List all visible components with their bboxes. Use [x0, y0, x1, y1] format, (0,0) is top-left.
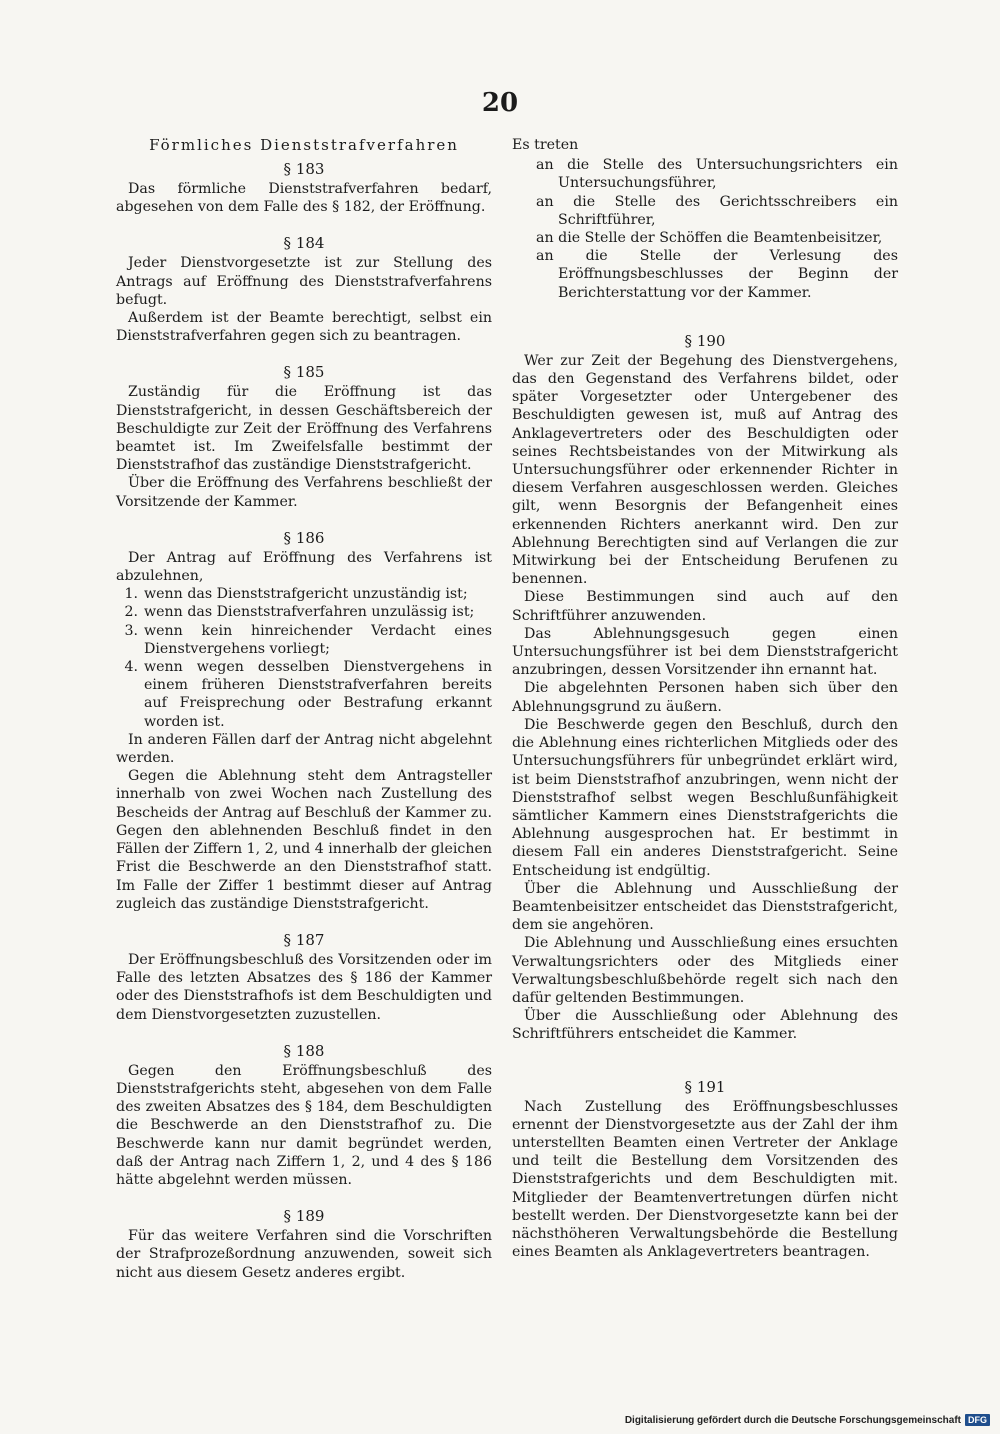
section-title: § 183 [283, 160, 325, 178]
list-item: an die Stelle der Schöffen die Beamtenbeisitzer, [536, 230, 883, 247]
paragraph: Die abgelehnten Personen haben sich über den Ablehnungsgrund zu äußern. [512, 680, 898, 715]
paragraph: Außerdem ist der Beamte berechtigt, selbst ein Dienststrafverfahren gegen sich zu beantragen. [116, 310, 492, 345]
list-item: an die Stelle der Verlesung des Eröffnungsbeschlusses der Beginn der Berichterstattung vor der Kammer. [536, 248, 898, 301]
list-item: an die Stelle des Untersuchungsrichters ein Untersuchungsführer, [536, 157, 898, 192]
section-187 [116, 931, 492, 1024]
section-title: § 185 [283, 363, 325, 382]
list-item: 2. wenn das Dienststrafverfahren unzulässig ist; [124, 604, 475, 621]
paragraph: Gegen die Ablehnung steht dem Antragsteller innerhalb von zwei Wochen nach Zustellung des Bescheids der Antrag auf Beschluß der Kammer zu. Gegen den ablehnenden Beschluß findet in den Fällen der Ziffern 1, 2, und 4 innerhalb der gleichen Frist die Beschwerde an den Dienststrafhof statt. Im Falle der Ziffer 1 bestimmt dieser auf Antrag zugleich das zuständige Dienststrafgericht. [116, 768, 492, 912]
section-190 [512, 332, 898, 1044]
section-title: § 186 [283, 528, 325, 547]
section-title: § 184 [283, 234, 325, 253]
section-title: § 188 [283, 1041, 325, 1060]
substitution-list [512, 136, 898, 302]
footer-credit [625, 1414, 990, 1426]
list-item: 3. wenn kein hinreichender Verdacht eines Dienstvergehens vorliegt; [124, 622, 492, 657]
paragraph: Wer zur Zeit der Begehung des Dienstvergehens, das den Gegenstand des Verfahrens bildet, oder später Vorgesetzter oder Untergebener des Beschuldigten gewesen ist, muß auf Antrag des Anklagevertreters oder des Beschuldigten oder seines Rechtsbeistandes von der Mitwirkung als Untersuchungsführer oder erkennender Richter in diesem Verfahren ausgeschlossen werden. Gleiches gilt, wenn Besorgnis der Befangenheit eines erkennenden Richters anerkannt wird. Den zur Ablehnung Berechtigten sind auf Verlangen die zur Mitwirkung bei der Entscheidung Berufenen zu benennen. [512, 352, 898, 588]
paragraph: Jeder Dienstvorgesetzte ist zur Stellung des Antrags auf Eröffnung des Dienststrafverfahrens befugt. [116, 255, 492, 308]
paragraph: Über die Ablehnung und Ausschließung der Beamtenbeisitzer entscheidet das Dienststrafgericht, dem sie angehören. [512, 880, 898, 934]
page-number: 20 [481, 88, 519, 118]
section-186 [116, 529, 492, 913]
paragraph: Diese Bestimmungen sind auch auf den Schriftführer anzuwenden. [512, 589, 898, 624]
paragraph: Das Ablehnungsgesuch gegen einen Untersuchungsführer ist bei dem Dienststrafgericht anzubringen, dessen Vorsitzender ihn ernannt hat. [512, 625, 898, 679]
paragraph: Zuständig für die Eröffnung ist das Dienststrafgericht, in dessen Geschäftsbereich der Beschuldigte zur Zeit der Eröffnung des Verfahrens beamtet ist. Im Zweifelsfalle bestimmt der Dienststrafhof das zuständige Dienststrafgericht. [116, 384, 492, 474]
section-185 [116, 363, 492, 510]
section-184 [116, 234, 492, 345]
paragraph: Die Beschwerde gegen den Beschluß, durch den die Ablehnung eines richterlichen Mitglieds oder des Untersuchungsführers für unbegründet erklärt wird, ist beim Dienststrafhof anzubringen, wenn nicht der Dienststrafhof selbst wegen Beschlußunfähigkeit sämtlicher Kammern eines Dienststrafgerichts die Ablehnung ausgesprochen hat. Er bestimmt in diesem Fall ein anderes Dienststrafgericht. Seine Entscheidung ist endgültig. [512, 716, 898, 879]
left-column [116, 136, 492, 1300]
chapter-heading: Förmliches Dienststrafverfahren [149, 136, 459, 154]
paragraph: Über die Eröffnung des Verfahrens beschließt der Vorsitzende der Kammer. [116, 475, 492, 510]
paragraph: Für das weitere Verfahren sind die Vorschriften der Strafprozeßordnung anzuwenden, soweit sich nicht aus diesem Gesetz anderes ergibt. [116, 1228, 492, 1281]
section-title: § 190 [684, 331, 726, 350]
section-183 [116, 160, 492, 216]
section-188 [116, 1042, 492, 1189]
right-column [512, 136, 898, 1279]
footer-text: Digitalisierung gefördert durch die Deutsche Forschungsgemeinschaft [624, 1414, 961, 1426]
paragraph: Der Eröffnungsbeschluß des Vorsitzenden oder im Falle des letzten Absatzes des § 186 der Kammer oder des Dienststrafhofs ist dem Beschuldigten und dem Dienstvorgesetzten zuzustellen. [116, 951, 492, 1023]
list-item: 1. wenn das Dienststrafgericht unzuständig ist; [124, 586, 468, 603]
section-191 [512, 1078, 898, 1262]
dfg-logo-icon: DFG [965, 1414, 990, 1426]
paragraph: Gegen den Eröffnungsbeschluß des Dienststrafgerichts steht, abgesehen von dem Falle des zweiten Absatzes des § 184, dem Beschuldigten die Beschwerde an den Dienststrafhof zu. Die Beschwerde kann nur damit begründet werden, daß der Antrag nach Ziffern 1, 2, und 4 des § 186 hätte abgelehnt werden müssen. [116, 1062, 492, 1188]
section-189 [116, 1207, 492, 1282]
list-item: an die Stelle des Gerichtsschreibers ein Schriftführer, [536, 193, 898, 228]
paragraph: Nach Zustellung des Eröffnungsbeschlusses ernennt der Dienstvorgesetzte aus der Zahl der ihm unterstellten Beamten einen Vertreter der Anklage und teilt die Bestellung dem Vorsitzenden des Dienststrafgerichts und dem Beschuldigten mit. Mitglieder der Beamtenvertretungen dürfen nicht bestellt werden. Der Dienstvorgesetzte kann bei der nächsthöheren Verwaltungsbehörde die Bestellung eines Beamten als Anklagevertreters beantragen. [512, 1098, 898, 1261]
paragraph: In anderen Fällen darf der Antrag nicht abgelehnt werden. [116, 731, 492, 767]
paragraph: Über die Ausschließung oder Ablehnung des Schriftführers entscheidet die Kammer. [512, 1008, 898, 1043]
paragraph: Es treten [512, 137, 579, 153]
paragraph: Die Ablehnung und Ausschließung eines ersuchten Verwaltungsrichters oder des Mitglieds einer Verwaltungsbeschlußbehörde regelt sich nach den dafür geltenden Bestimmungen. [512, 935, 898, 1006]
section-title: § 187 [283, 930, 325, 949]
section-title: § 191 [684, 1077, 726, 1096]
list-item: 4. wenn wegen desselben Dienstvergehens in einem früheren Dienststrafverfahren bereits auf Freisprechung oder Bestrafung erkannt worden ist. [124, 659, 492, 730]
paragraph: Der Antrag auf Eröffnung des Verfahrens ist abzulehnen, [116, 549, 492, 585]
paragraph: Das förmliche Dienststrafverfahren bedarf, abgesehen von dem Falle des § 182, der Eröffnung. [116, 181, 492, 216]
numbered-list [116, 585, 492, 731]
section-title: § 189 [283, 1207, 325, 1226]
